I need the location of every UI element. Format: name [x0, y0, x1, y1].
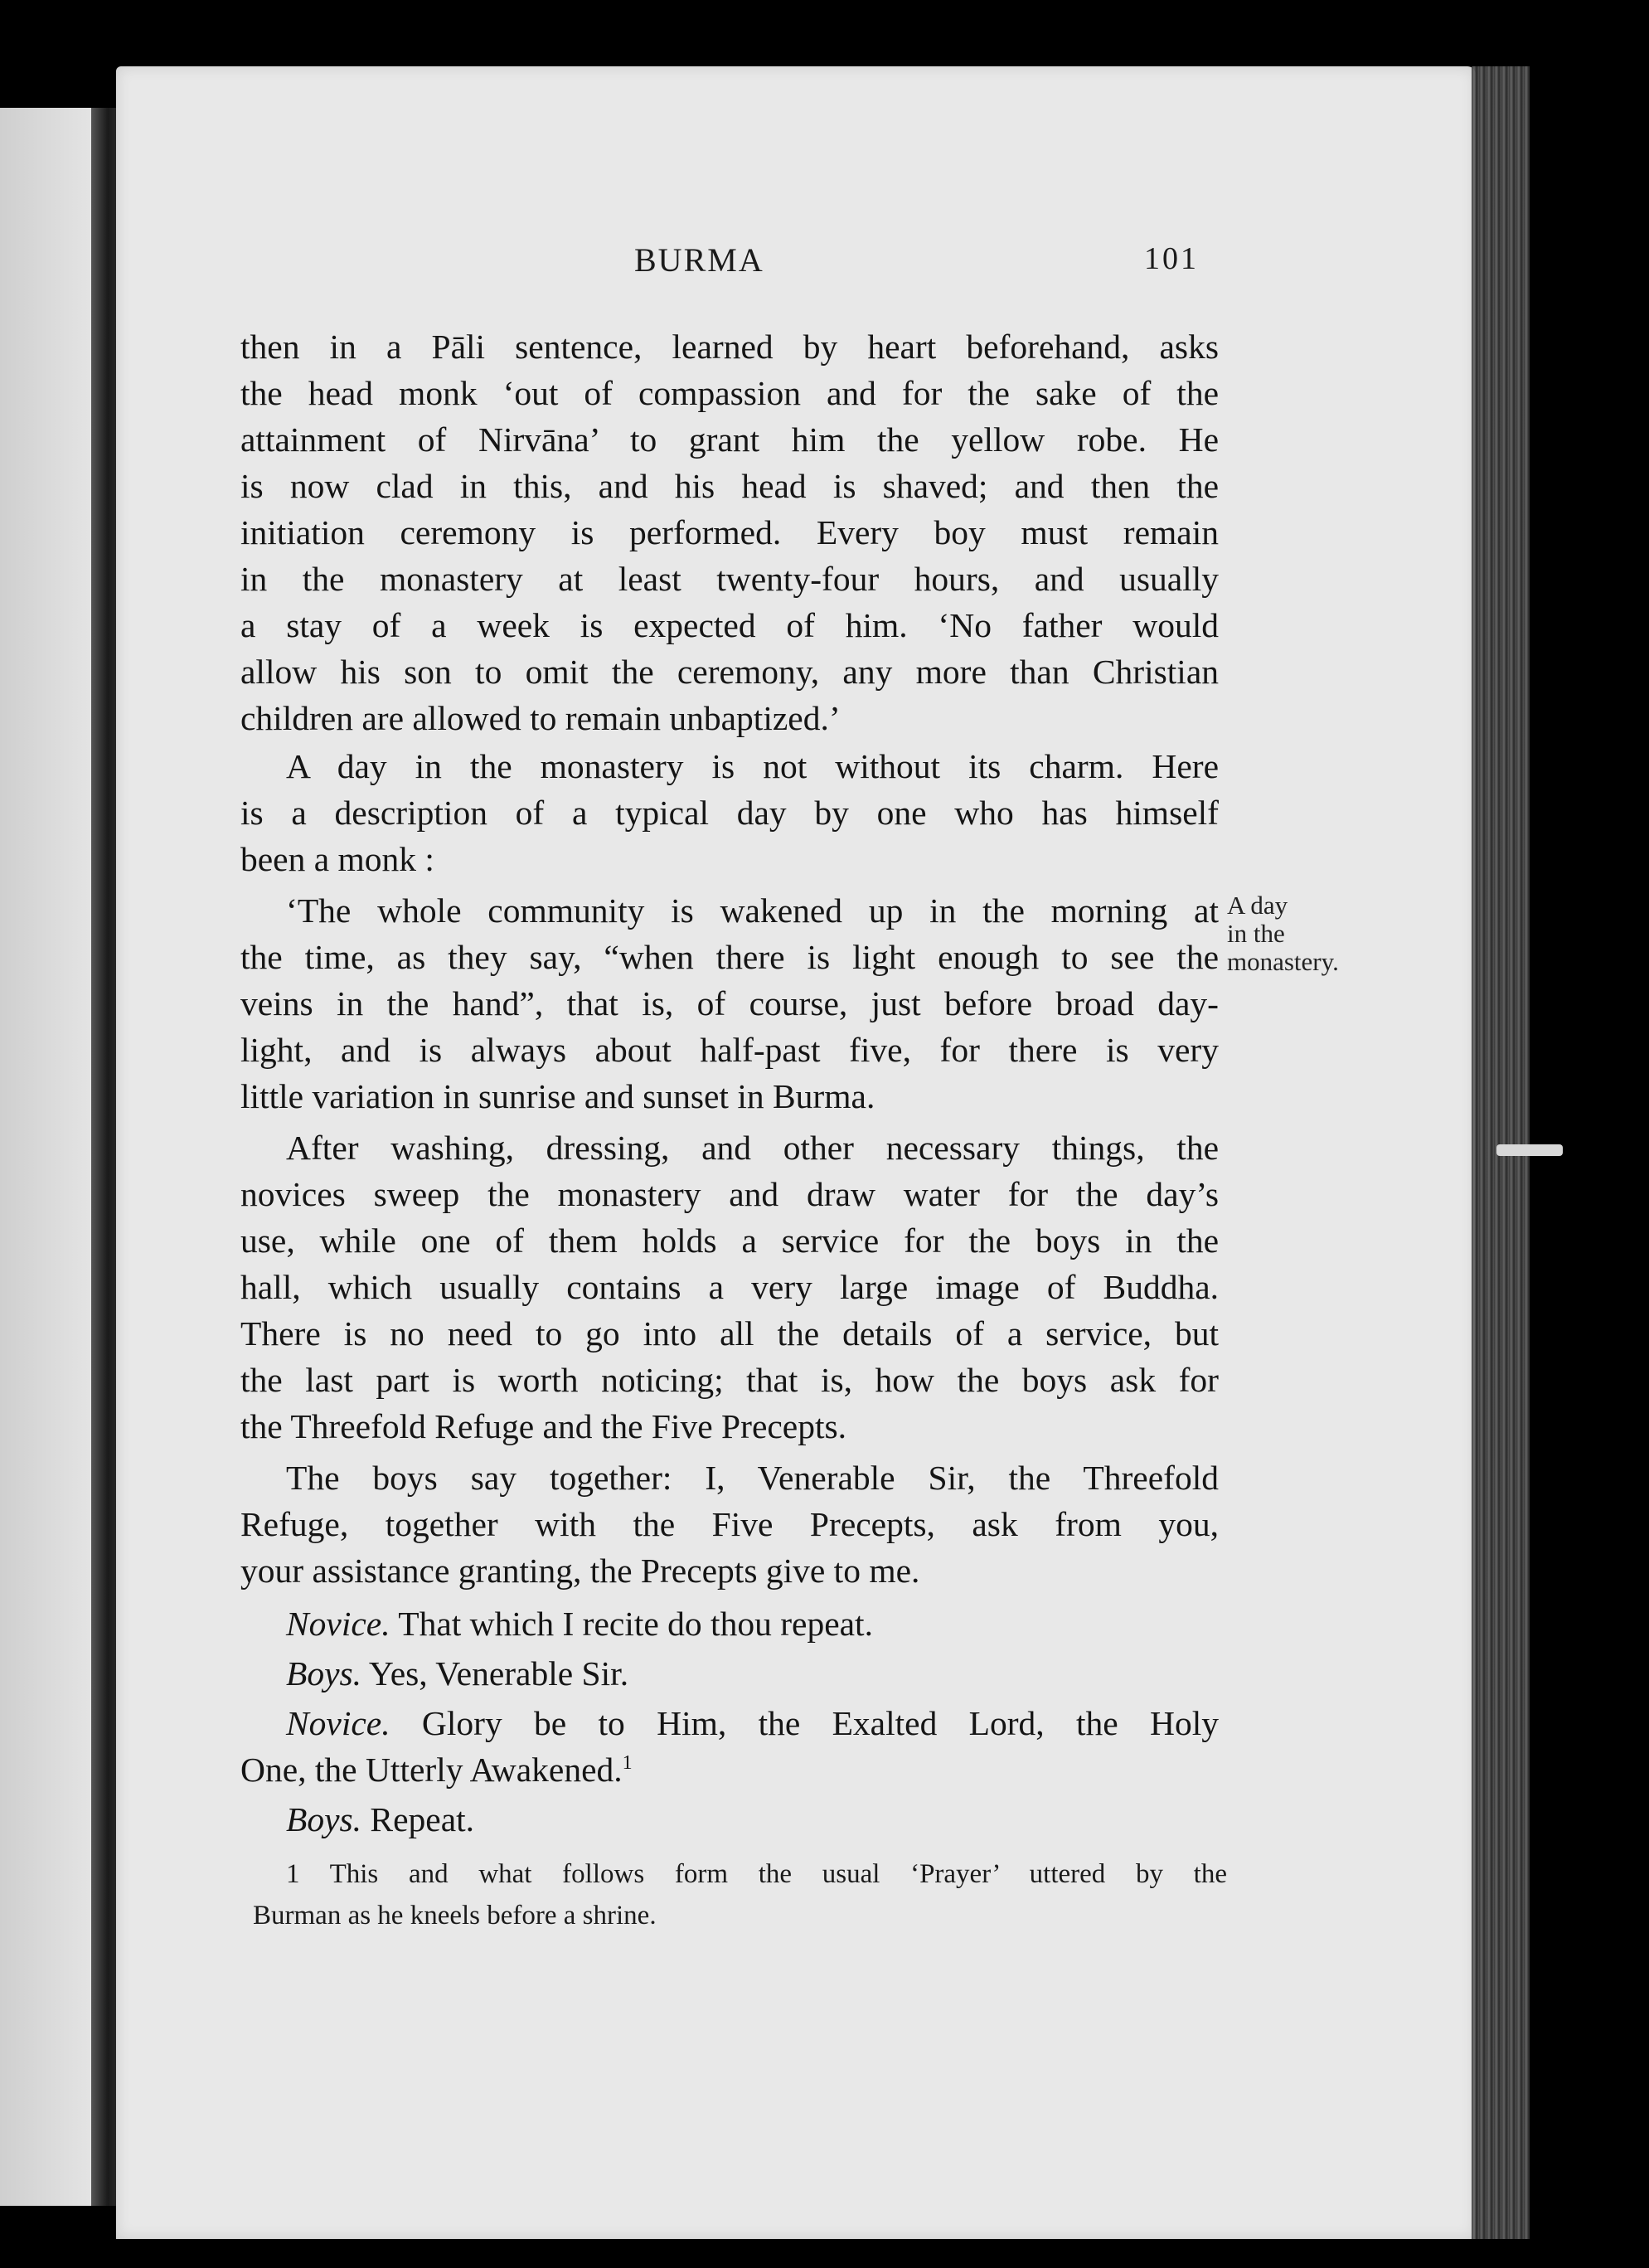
text-line: is a description of a typical day by one who has himself: [240, 794, 1219, 832]
footnote-line: Burman as he kneels before a shrine.: [253, 1901, 657, 1930]
margin-note: [1227, 891, 1385, 976]
dialogue-text: Repeat.: [370, 1800, 475, 1838]
page-header: [0, 240, 1649, 290]
footnote-text: This and what follows form the usual ‘Prayer’ uttered by the: [329, 1859, 1227, 1889]
text-line: use, while one of them holds a service for the boys in the: [240, 1221, 1219, 1260]
speaker-label: Novice.: [286, 1704, 390, 1742]
text-line: been a monk :: [240, 840, 434, 878]
text-line: light, and is always about half-past five, for there is very: [240, 1031, 1219, 1069]
text-line: is now clad in this, and his head is shaved; and then the: [240, 467, 1219, 505]
text-line: attainment of Nirvāna’ to grant him the yellow robe. He: [240, 420, 1219, 459]
footnote-line: [286, 1856, 1227, 1892]
dialogue-text: That which I recite do thou repeat.: [398, 1605, 873, 1643]
footnote-marker: 1: [286, 1859, 300, 1889]
page-edge-tab: [1496, 1144, 1563, 1156]
margin-note-line: monastery.: [1227, 947, 1339, 976]
text-line: in the monastery at least twenty-four hours, and usually: [240, 560, 1219, 598]
text-line: There is no need to go into all the details of a service, but: [240, 1314, 1219, 1353]
dialogue-line: [286, 1796, 1219, 1843]
text-line: The boys say together: I, Venerable Sir, the Threefold: [286, 1459, 1219, 1497]
dialogue-line: [286, 1700, 1219, 1746]
text-line: veins in the hand”, that is, of course, just before broad day-: [240, 984, 1219, 1022]
text-line: your assistance granting, the Precepts give to me.: [240, 1552, 920, 1590]
text-line: initiation ceremony is performed. Every boy must remain: [240, 513, 1219, 551]
text-line: children are allowed to remain unbaptized.’: [240, 699, 841, 737]
text-line: then in a Pāli sentence, learned by heart beforehand, asks: [240, 328, 1219, 366]
text-line: hall, which usually contains a very large image of Buddha.: [240, 1268, 1219, 1306]
speaker-label: Boys.: [286, 1800, 362, 1838]
footnote-reference: 1: [622, 1752, 633, 1775]
text-line: little variation in sunrise and sunset in Burma.: [240, 1077, 875, 1115]
text-line: After washing, dressing, and other necessary things, the: [286, 1129, 1219, 1167]
text-line: the time, as they say, “when there is light enough to see the: [240, 938, 1219, 976]
dialogue-line: [240, 1746, 1219, 1793]
dialogue-line: [286, 1650, 1219, 1697]
page-number: 101: [1144, 241, 1199, 276]
text-line: ‘The whole community is wakened up in the morning at: [286, 891, 1219, 930]
speaker-label: Boys.: [286, 1654, 362, 1693]
text-line: the head monk ‘out of compassion and for the sake of the: [240, 374, 1219, 412]
margin-note-line: in the: [1227, 919, 1285, 948]
dialogue-text: Glory be to Him, the Exalted Lord, the Holy: [421, 1704, 1219, 1742]
dialogue-text: One, the Utterly Awakened.: [240, 1751, 623, 1789]
speaker-label: Novice.: [286, 1605, 390, 1643]
text-line: a stay of a week is expected of him. ‘No father would: [240, 606, 1219, 644]
margin-note-line: A day: [1227, 891, 1288, 920]
text-line: allow his son to omit the ceremony, any more than Christian: [240, 653, 1219, 691]
dialogue-line: [286, 1600, 1219, 1647]
running-title: BURMA: [634, 241, 764, 279]
text-line: the last part is worth noticing; that is, how the boys ask for: [240, 1361, 1219, 1399]
text-line: novices sweep the monastery and draw water for the day’s: [240, 1175, 1219, 1213]
text-line: A day in the monastery is not without its charm. Here: [286, 747, 1219, 785]
text-line: Refuge, together with the Five Precepts, ask from you,: [240, 1505, 1219, 1543]
dialogue-text: Yes, Venerable Sir.: [368, 1654, 629, 1693]
text-line: the Threefold Refuge and the Five Precepts.: [240, 1407, 847, 1445]
